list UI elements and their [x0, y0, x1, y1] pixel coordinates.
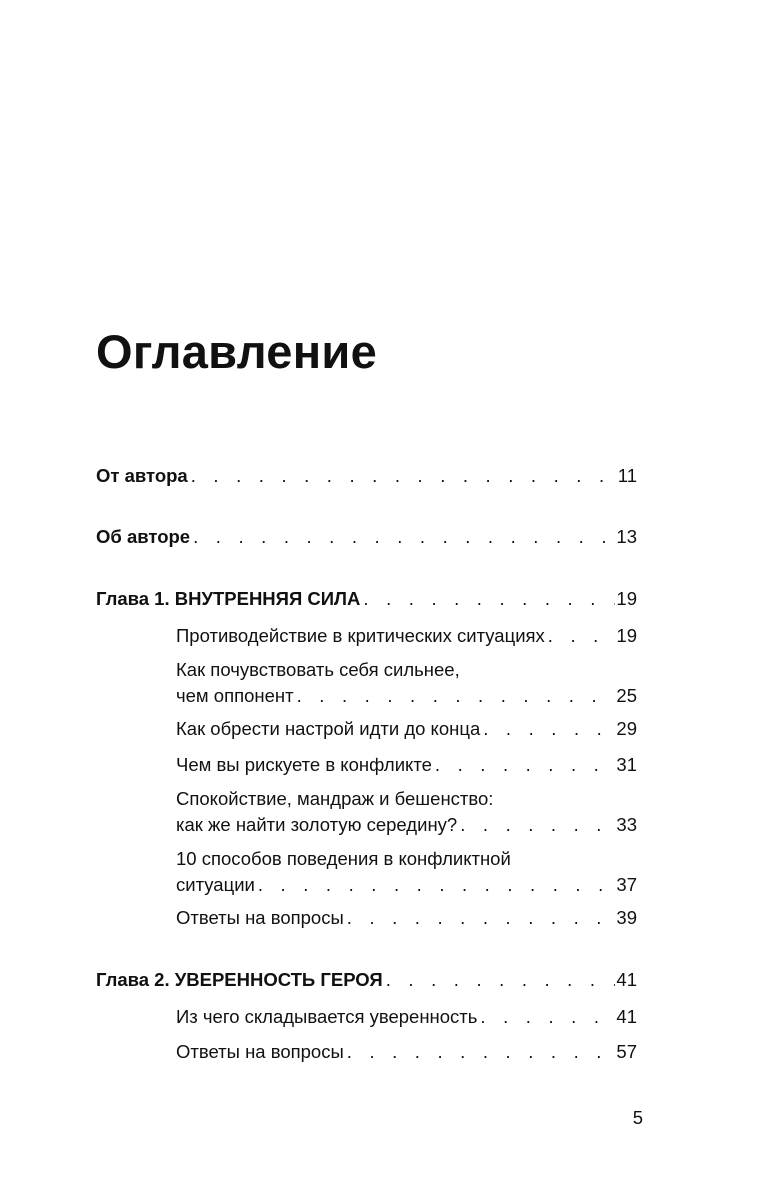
toc-chapter-2[interactable]	[96, 967, 637, 993]
dot-leader	[548, 623, 616, 649]
toc-entry-page: 37	[616, 874, 637, 895]
toc-entry-from-author[interactable]	[96, 463, 637, 489]
toc-entry-label: Чем вы рискуете в конфликте	[176, 754, 432, 775]
toc-section[interactable]	[176, 905, 637, 931]
dot-leader	[363, 586, 615, 612]
toc-entry-page: 41	[616, 1006, 637, 1027]
toc-section[interactable]	[176, 657, 637, 709]
toc-entry-label: Как обрести настрой идти до конца	[176, 718, 481, 739]
toc-section[interactable]	[176, 623, 637, 649]
toc-entry-page: 13	[616, 526, 637, 547]
dot-leader	[480, 1004, 615, 1030]
toc-entry-label-line1: 10 способов поведения в конфликтной	[176, 848, 511, 869]
toc-entry-page: 29	[616, 718, 637, 739]
toc-entry-about-author[interactable]	[96, 524, 637, 550]
dot-leader	[347, 905, 616, 931]
toc-chapter-label: Глава 1. ВНУТРЕННЯЯ СИЛА	[96, 588, 361, 609]
toc-entry-label: Противодействие в критических ситуациях	[176, 625, 545, 646]
toc-chapter-label: Глава 2. УВЕРЕННОСТЬ ГЕРОЯ	[96, 969, 383, 990]
toc-section[interactable]	[176, 786, 637, 838]
toc-entry-label: Ответы на вопросы	[176, 1041, 344, 1062]
dot-leader	[460, 812, 615, 838]
toc-entry-label: От автора	[96, 465, 188, 486]
dot-leader	[191, 463, 617, 489]
toc-section[interactable]	[176, 752, 637, 778]
toc-section[interactable]	[176, 716, 637, 742]
dot-leader	[193, 524, 615, 550]
dot-leader	[483, 716, 615, 742]
toc-entry-label: Ответы на вопросы	[176, 907, 344, 928]
toc-entry-page: 41	[616, 969, 637, 990]
toc-section[interactable]	[176, 1039, 637, 1065]
toc-entry-label-line2: чем оппонент	[176, 685, 294, 706]
dot-leader	[297, 683, 616, 709]
toc-chapter-1[interactable]	[96, 586, 637, 612]
dot-leader	[435, 752, 616, 778]
page-title: Оглавление	[96, 325, 378, 378]
toc-section[interactable]	[176, 846, 637, 898]
toc-entry-page: 19	[616, 588, 637, 609]
toc-entry-label-line1: Спокойствие, мандраж и бешенство:	[176, 788, 494, 809]
dot-leader	[347, 1039, 616, 1065]
toc-entry-page: 39	[616, 907, 637, 928]
dot-leader	[258, 872, 616, 898]
table-of-contents	[96, 0, 637, 1200]
toc-entry-label: Об авторе	[96, 526, 191, 547]
toc-entry-page: 11	[617, 465, 637, 486]
toc-entry-page: 19	[616, 625, 637, 646]
toc-section[interactable]	[176, 1004, 637, 1030]
page-number: 5	[632, 1107, 643, 1128]
toc-entry-label-line2: ситуации	[176, 874, 255, 895]
dot-leader	[386, 967, 616, 993]
toc-entry-page: 25	[616, 685, 637, 706]
toc-entry-page: 33	[616, 814, 637, 835]
toc-entry-page: 31	[616, 754, 637, 775]
toc-entry-label: Из чего складывается уверенность	[176, 1006, 478, 1027]
toc-entry-page: 57	[616, 1041, 637, 1062]
toc-entry-label-line1: Как почувствовать себя сильнее,	[176, 659, 460, 680]
toc-entry-label-line2: как же найти золотую середину?	[176, 814, 458, 835]
